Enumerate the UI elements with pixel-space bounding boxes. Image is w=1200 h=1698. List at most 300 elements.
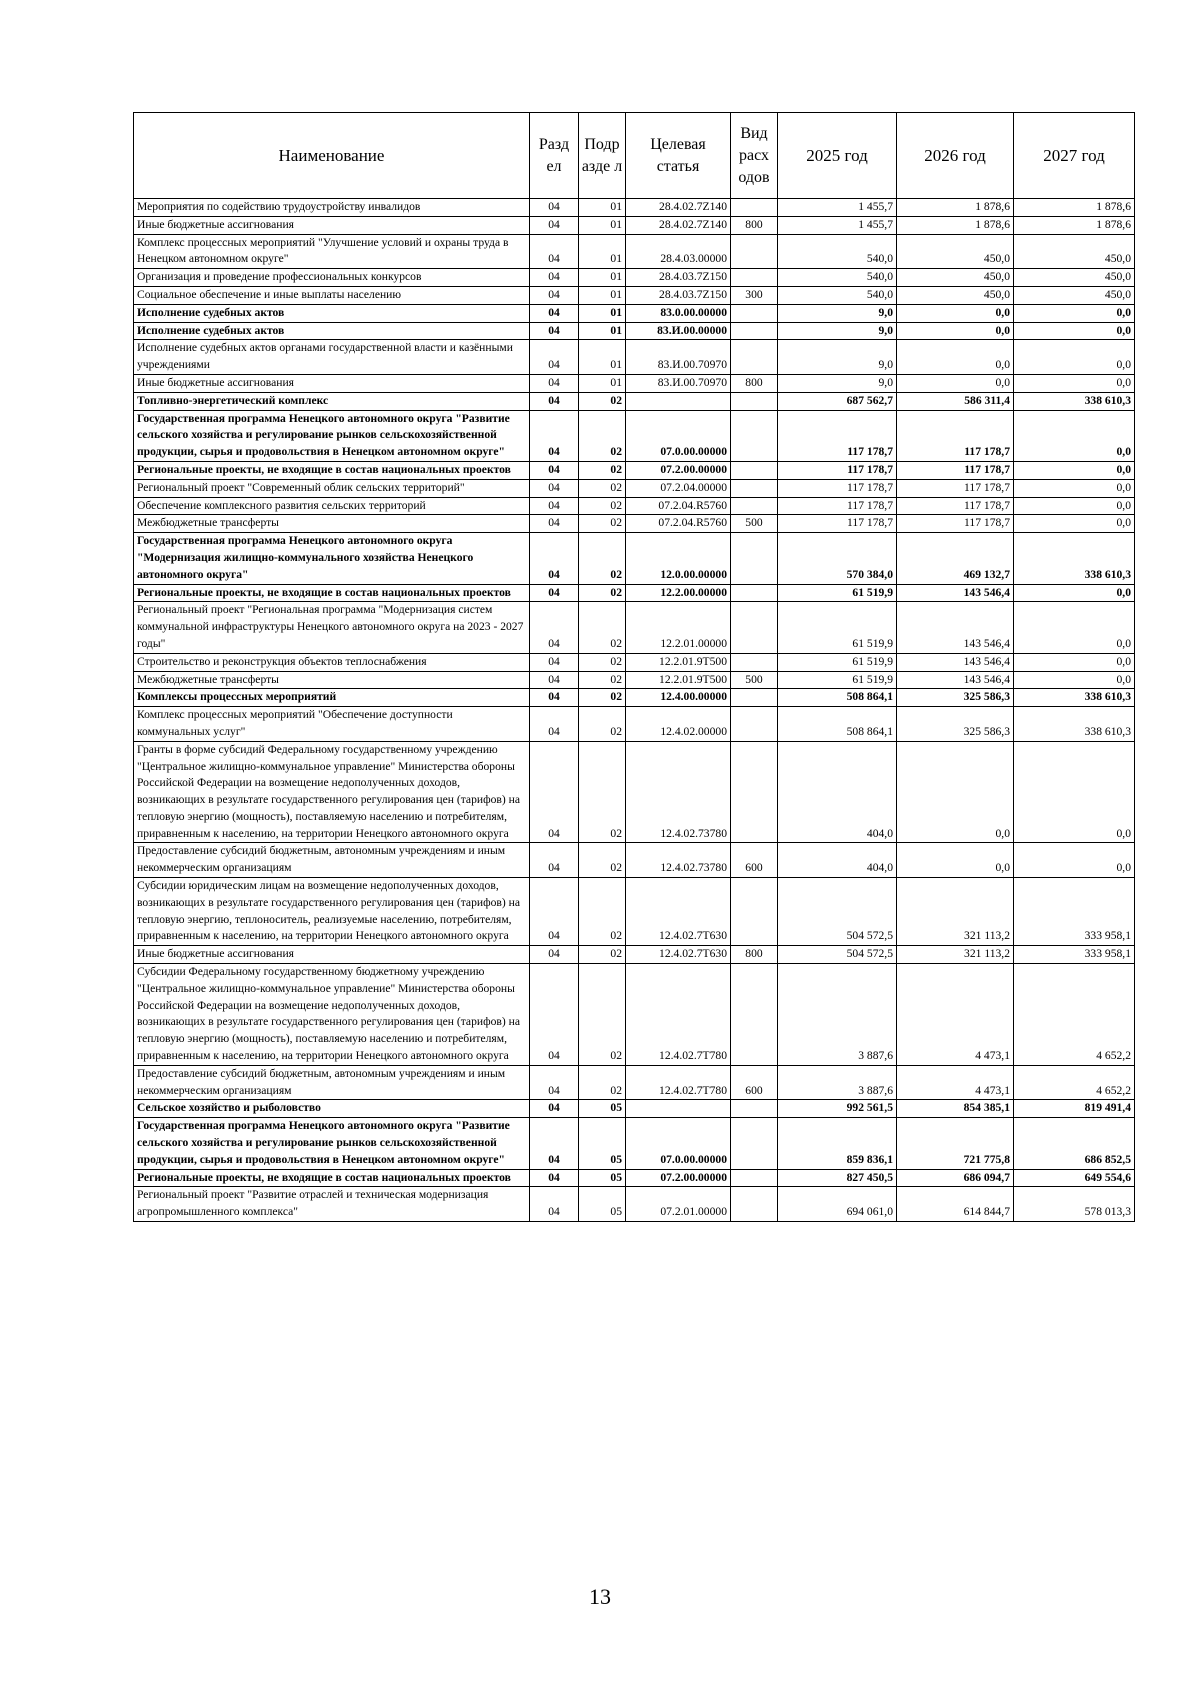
cell-target-article: 07.2.04.R5760 (626, 515, 731, 533)
cell-year-2027: 649 554,6 (1014, 1169, 1135, 1187)
cell-section: 04 (530, 286, 579, 304)
cell-target-article: 12.0.00.00000 (626, 533, 731, 584)
cell-year-2025: 504 572,5 (778, 946, 897, 964)
table-row (134, 584, 1135, 602)
cell-name: Межбюджетные трансферты (134, 671, 530, 689)
cell-name: Обеспечение комплексного развития сельских территорий (134, 497, 530, 515)
cell-subsection: 02 (579, 602, 626, 653)
cell-subsection: 01 (579, 216, 626, 234)
cell-target-article: 07.2.00.00000 (626, 1169, 731, 1187)
cell-year-2027: 0,0 (1014, 843, 1135, 878)
cell-year-2025: 117 178,7 (778, 479, 897, 497)
cell-year-2027: 0,0 (1014, 461, 1135, 479)
cell-year-2027: 0,0 (1014, 340, 1135, 375)
cell-subsection: 02 (579, 410, 626, 461)
cell-year-2026: 321 113,2 (897, 878, 1014, 946)
cell-target-article: 12.2.00.00000 (626, 584, 731, 602)
cell-year-2027: 0,0 (1014, 602, 1135, 653)
cell-year-2025: 117 178,7 (778, 461, 897, 479)
cell-section: 04 (530, 584, 579, 602)
cell-year-2027: 0,0 (1014, 653, 1135, 671)
cell-name: Иные бюджетные ассигнования (134, 216, 530, 234)
cell-section: 04 (530, 216, 579, 234)
cell-subsection: 01 (579, 340, 626, 375)
cell-name: Топливно-энергетический комплекс (134, 392, 530, 410)
cell-name: Региональный проект "Региональная программа "Модернизация систем коммунальной инфраструктуры Ненецкого автономного округа на 2023 - 2027 годы" (134, 602, 530, 653)
cell-target-article: 28.4.02.7Z140 (626, 199, 731, 217)
cell-year-2026: 0,0 (897, 741, 1014, 843)
cell-name: Региональные проекты, не входящие в состав национальных проектов (134, 461, 530, 479)
cell-section: 04 (530, 671, 579, 689)
cell-year-2026: 450,0 (897, 234, 1014, 269)
table-row (134, 304, 1135, 322)
cell-year-2026: 0,0 (897, 340, 1014, 375)
cell-expense-type: 600 (731, 1065, 778, 1100)
cell-year-2026: 117 178,7 (897, 479, 1014, 497)
table-header-row (134, 113, 1135, 199)
table-body (134, 199, 1135, 1222)
cell-name: Социальное обеспечение и иные выплаты населению (134, 286, 530, 304)
cell-year-2026: 686 094,7 (897, 1169, 1014, 1187)
cell-year-2025: 540,0 (778, 286, 897, 304)
cell-year-2025: 61 519,9 (778, 653, 897, 671)
cell-expense-type (731, 392, 778, 410)
cell-name: Государственная программа Ненецкого автономного округа "Развитие сельского хозяйства и регулирование рынков сельскохозяйственной продукции, сырья и продовольствия в Ненецком автономном округе" (134, 410, 530, 461)
cell-section: 04 (530, 1118, 579, 1169)
cell-year-2025: 1 455,7 (778, 199, 897, 217)
cell-section: 04 (530, 340, 579, 375)
cell-subsection: 05 (579, 1187, 626, 1222)
cell-expense-type (731, 410, 778, 461)
cell-expense-type: 500 (731, 671, 778, 689)
cell-year-2025: 61 519,9 (778, 584, 897, 602)
cell-expense-type (731, 653, 778, 671)
table-row (134, 322, 1135, 340)
table-row (134, 1118, 1135, 1169)
cell-year-2026: 0,0 (897, 304, 1014, 322)
cell-section: 04 (530, 410, 579, 461)
cell-subsection: 05 (579, 1169, 626, 1187)
column-header-year-2025: 2025 год (778, 113, 897, 199)
cell-subsection: 01 (579, 322, 626, 340)
cell-year-2027: 686 852,5 (1014, 1118, 1135, 1169)
cell-target-article: 07.2.04.R5760 (626, 497, 731, 515)
cell-target-article: 12.4.02.73780 (626, 843, 731, 878)
cell-target-article: 83.И.00.00000 (626, 322, 731, 340)
cell-subsection: 02 (579, 584, 626, 602)
cell-year-2026: 450,0 (897, 286, 1014, 304)
table-row (134, 602, 1135, 653)
cell-year-2025: 3 887,6 (778, 1065, 897, 1100)
cell-expense-type (731, 497, 778, 515)
cell-year-2025: 9,0 (778, 340, 897, 375)
cell-expense-type: 600 (731, 843, 778, 878)
cell-section: 04 (530, 653, 579, 671)
table-row (134, 479, 1135, 497)
cell-section: 04 (530, 946, 579, 964)
cell-year-2025: 404,0 (778, 843, 897, 878)
cell-subsection: 02 (579, 392, 626, 410)
cell-year-2027: 4 652,2 (1014, 964, 1135, 1066)
cell-subsection: 02 (579, 1065, 626, 1100)
cell-name: Иные бюджетные ассигнования (134, 946, 530, 964)
cell-expense-type: 500 (731, 515, 778, 533)
cell-name: Межбюджетные трансферты (134, 515, 530, 533)
table-row (134, 1187, 1135, 1222)
cell-year-2026: 4 473,1 (897, 1065, 1014, 1100)
cell-year-2027: 1 878,6 (1014, 216, 1135, 234)
column-header-section: Разд ел (530, 113, 579, 199)
cell-year-2026: 4 473,1 (897, 964, 1014, 1066)
cell-expense-type (731, 707, 778, 742)
cell-year-2026: 721 775,8 (897, 1118, 1014, 1169)
cell-subsection: 02 (579, 843, 626, 878)
cell-target-article: 12.2.01.00000 (626, 602, 731, 653)
cell-expense-type: 800 (731, 216, 778, 234)
cell-subsection: 02 (579, 497, 626, 515)
cell-target-article: 28.4.03.7Z150 (626, 269, 731, 287)
cell-name: Государственная программа Ненецкого автономного округа "Модернизация жилищно-коммунального хозяйства Ненецкого автономного округа" (134, 533, 530, 584)
cell-name: Региональный проект "Современный облик сельских территорий" (134, 479, 530, 497)
cell-name: Государственная программа Ненецкого автономного округа "Развитие сельского хозяйства и регулирование рынков сельскохозяйственной продукции, сырья и продовольствия в Ненецком автономном округе" (134, 1118, 530, 1169)
cell-year-2026: 450,0 (897, 269, 1014, 287)
cell-section: 04 (530, 515, 579, 533)
cell-expense-type (731, 1169, 778, 1187)
cell-target-article: 83.0.00.00000 (626, 304, 731, 322)
cell-target-article: 07.0.00.00000 (626, 1118, 731, 1169)
cell-year-2026: 117 178,7 (897, 497, 1014, 515)
budget-table-container (133, 112, 1134, 1222)
cell-year-2026: 143 546,4 (897, 584, 1014, 602)
cell-expense-type (731, 602, 778, 653)
cell-year-2026: 117 178,7 (897, 410, 1014, 461)
cell-year-2025: 404,0 (778, 741, 897, 843)
cell-name: Сельское хозяйство и рыболовство (134, 1100, 530, 1118)
cell-section: 04 (530, 269, 579, 287)
cell-section: 04 (530, 199, 579, 217)
cell-target-article: 07.2.04.00000 (626, 479, 731, 497)
cell-year-2026: 0,0 (897, 374, 1014, 392)
cell-year-2025: 687 562,7 (778, 392, 897, 410)
table-row (134, 269, 1135, 287)
cell-subsection: 02 (579, 461, 626, 479)
cell-year-2025: 9,0 (778, 322, 897, 340)
cell-target-article: 83.И.00.70970 (626, 340, 731, 375)
cell-section: 04 (530, 1065, 579, 1100)
cell-expense-type (731, 689, 778, 707)
cell-year-2027: 0,0 (1014, 741, 1135, 843)
cell-subsection: 02 (579, 964, 626, 1066)
cell-subsection: 01 (579, 234, 626, 269)
column-header-year-2027: 2027 год (1014, 113, 1135, 199)
cell-name: Мероприятия по содействию трудоустройству инвалидов (134, 199, 530, 217)
cell-target-article (626, 392, 731, 410)
cell-section: 04 (530, 461, 579, 479)
cell-target-article: 12.4.02.7Т630 (626, 946, 731, 964)
cell-year-2027: 450,0 (1014, 269, 1135, 287)
cell-target-article: 12.4.02.7Т630 (626, 878, 731, 946)
table-row (134, 671, 1135, 689)
column-header-subsection: Подр азде л (579, 113, 626, 199)
cell-expense-type (731, 269, 778, 287)
cell-year-2025: 1 455,7 (778, 216, 897, 234)
cell-name: Предоставление субсидий бюджетным, автономным учреждениям и иным некоммерческим организациям (134, 1065, 530, 1100)
cell-section: 04 (530, 392, 579, 410)
table-row (134, 392, 1135, 410)
cell-year-2026: 1 878,6 (897, 216, 1014, 234)
cell-year-2027: 450,0 (1014, 234, 1135, 269)
cell-target-article: 07.0.00.00000 (626, 410, 731, 461)
table-row (134, 689, 1135, 707)
cell-year-2027: 0,0 (1014, 410, 1135, 461)
cell-section: 04 (530, 964, 579, 1066)
cell-year-2025: 9,0 (778, 304, 897, 322)
cell-year-2026: 586 311,4 (897, 392, 1014, 410)
cell-expense-type (731, 584, 778, 602)
cell-expense-type (731, 340, 778, 375)
table-row (134, 461, 1135, 479)
cell-year-2026: 854 385,1 (897, 1100, 1014, 1118)
table-row (134, 410, 1135, 461)
cell-subsection: 02 (579, 479, 626, 497)
cell-section: 04 (530, 602, 579, 653)
cell-target-article: 28.4.03.00000 (626, 234, 731, 269)
cell-year-2025: 508 864,1 (778, 707, 897, 742)
cell-year-2026: 325 586,3 (897, 707, 1014, 742)
cell-year-2025: 859 836,1 (778, 1118, 897, 1169)
cell-year-2027: 338 610,3 (1014, 689, 1135, 707)
table-row (134, 707, 1135, 742)
cell-subsection: 05 (579, 1100, 626, 1118)
cell-year-2027: 0,0 (1014, 304, 1135, 322)
cell-target-article: 28.4.02.7Z140 (626, 216, 731, 234)
cell-target-article: 12.4.02.7Т780 (626, 1065, 731, 1100)
cell-section: 04 (530, 374, 579, 392)
cell-name: Субсидии Федеральному государственному бюджетному учреждению "Центральное жилищно-коммунальное управление" Министерства обороны Российской Федерации на возмещение недополученных доходов, возникающих в результате государственного регулирования цен (тарифов) на тепловую энергию (мощность), поставляемую населению и потребителям, приравненным к населению, на территории Ненецкого автономного округа (134, 964, 530, 1066)
cell-section: 04 (530, 304, 579, 322)
cell-year-2027: 0,0 (1014, 374, 1135, 392)
cell-target-article: 07.2.00.00000 (626, 461, 731, 479)
cell-year-2026: 1 878,6 (897, 199, 1014, 217)
cell-year-2027: 0,0 (1014, 584, 1135, 602)
cell-subsection: 02 (579, 741, 626, 843)
cell-expense-type (731, 479, 778, 497)
cell-subsection: 02 (579, 689, 626, 707)
cell-expense-type: 800 (731, 374, 778, 392)
budget-table (133, 112, 1135, 1222)
cell-section: 04 (530, 741, 579, 843)
cell-subsection: 01 (579, 199, 626, 217)
cell-name: Региональные проекты, не входящие в состав национальных проектов (134, 1169, 530, 1187)
cell-target-article: 12.4.02.7Т780 (626, 964, 731, 1066)
cell-name: Исполнение судебных актов (134, 304, 530, 322)
table-row (134, 964, 1135, 1066)
table-row (134, 286, 1135, 304)
cell-target-article (626, 1100, 731, 1118)
cell-year-2025: 117 178,7 (778, 410, 897, 461)
cell-year-2027: 578 013,3 (1014, 1187, 1135, 1222)
table-row (134, 878, 1135, 946)
cell-year-2027: 338 610,3 (1014, 533, 1135, 584)
cell-target-article: 12.4.02.73780 (626, 741, 731, 843)
cell-year-2027: 0,0 (1014, 322, 1135, 340)
table-row (134, 741, 1135, 843)
table-row (134, 1169, 1135, 1187)
cell-year-2026: 0,0 (897, 843, 1014, 878)
cell-name: Предоставление субсидий бюджетным, автономным учреждениям и иным некоммерческим организациям (134, 843, 530, 878)
cell-year-2027: 333 958,1 (1014, 946, 1135, 964)
cell-target-article: 12.4.02.00000 (626, 707, 731, 742)
table-row (134, 199, 1135, 217)
cell-year-2026: 325 586,3 (897, 689, 1014, 707)
cell-year-2026: 321 113,2 (897, 946, 1014, 964)
cell-expense-type (731, 533, 778, 584)
cell-subsection: 02 (579, 533, 626, 584)
table-row (134, 1065, 1135, 1100)
cell-year-2026: 117 178,7 (897, 515, 1014, 533)
cell-year-2026: 469 132,7 (897, 533, 1014, 584)
cell-year-2025: 3 887,6 (778, 964, 897, 1066)
cell-expense-type: 300 (731, 286, 778, 304)
column-header-expense-type: Вид расх одов (731, 113, 778, 199)
column-header-name: Наименование (134, 113, 530, 199)
cell-year-2025: 61 519,9 (778, 602, 897, 653)
cell-subsection: 02 (579, 946, 626, 964)
cell-name: Гранты в форме субсидий Федеральному государственному учреждению "Центральное жилищно-коммунальное управление" Министерства обороны Российской Федерации на возмещение недополученных доходов, возникающих в результате государственного регулирования цен (тарифов) на тепловую энергию (мощность), поставляемую населению и потребителям, приравненным к населению, на территории Ненецкого автономного округа (134, 741, 530, 843)
cell-target-article: 83.И.00.70970 (626, 374, 731, 392)
table-row (134, 340, 1135, 375)
cell-year-2025: 992 561,5 (778, 1100, 897, 1118)
cell-year-2025: 9,0 (778, 374, 897, 392)
table-row (134, 1100, 1135, 1118)
cell-expense-type (731, 1187, 778, 1222)
table-row (134, 533, 1135, 584)
cell-section: 04 (530, 1169, 579, 1187)
cell-year-2027: 4 652,2 (1014, 1065, 1135, 1100)
cell-year-2025: 540,0 (778, 234, 897, 269)
cell-name: Строительство и реконструкция объектов теплоснабжения (134, 653, 530, 671)
cell-year-2027: 0,0 (1014, 497, 1135, 515)
cell-expense-type (731, 234, 778, 269)
cell-subsection: 01 (579, 374, 626, 392)
cell-year-2027: 450,0 (1014, 286, 1135, 304)
cell-year-2027: 333 958,1 (1014, 878, 1135, 946)
cell-expense-type (731, 878, 778, 946)
table-row (134, 843, 1135, 878)
cell-target-article: 12.2.01.9Т500 (626, 653, 731, 671)
table-row (134, 497, 1135, 515)
cell-subsection: 02 (579, 671, 626, 689)
page-number: 13 (589, 1584, 611, 1609)
cell-section: 04 (530, 707, 579, 742)
cell-section: 04 (530, 479, 579, 497)
cell-target-article: 07.2.01.00000 (626, 1187, 731, 1222)
table-row (134, 515, 1135, 533)
cell-section: 04 (530, 1100, 579, 1118)
cell-section: 04 (530, 1187, 579, 1222)
cell-year-2027: 0,0 (1014, 479, 1135, 497)
cell-year-2025: 117 178,7 (778, 497, 897, 515)
cell-year-2025: 117 178,7 (778, 515, 897, 533)
cell-year-2025: 540,0 (778, 269, 897, 287)
cell-expense-type: 800 (731, 946, 778, 964)
cell-year-2027: 0,0 (1014, 515, 1135, 533)
cell-year-2026: 143 546,4 (897, 653, 1014, 671)
cell-expense-type (731, 199, 778, 217)
cell-expense-type (731, 1118, 778, 1169)
cell-target-article: 12.2.01.9Т500 (626, 671, 731, 689)
cell-name: Организация и проведение профессиональных конкурсов (134, 269, 530, 287)
cell-expense-type (731, 304, 778, 322)
table-row (134, 946, 1135, 964)
cell-expense-type (731, 322, 778, 340)
cell-section: 04 (530, 878, 579, 946)
cell-subsection: 05 (579, 1118, 626, 1169)
cell-target-article: 28.4.03.7Z150 (626, 286, 731, 304)
cell-year-2026: 117 178,7 (897, 461, 1014, 479)
table-row (134, 653, 1135, 671)
cell-expense-type (731, 1100, 778, 1118)
cell-year-2025: 504 572,5 (778, 878, 897, 946)
cell-year-2025: 508 864,1 (778, 689, 897, 707)
cell-expense-type (731, 741, 778, 843)
cell-year-2026: 143 546,4 (897, 602, 1014, 653)
cell-name: Комплекс процессных мероприятий "Обеспечение доступности коммунальных услуг" (134, 707, 530, 742)
cell-name: Региональный проект "Развитие отраслей и техническая модернизация агропромышленного комплекса" (134, 1187, 530, 1222)
cell-expense-type (731, 461, 778, 479)
cell-year-2025: 827 450,5 (778, 1169, 897, 1187)
column-header-year-2026: 2026 год (897, 113, 1014, 199)
cell-subsection: 02 (579, 878, 626, 946)
cell-name: Субсидии юридическим лицам на возмещение недополученных доходов, возникающих в результате государственного регулирования цен (тарифов) на тепловую энергию, теплоноситель, реализуемые населению, потребителям, приравненным к населению, на территории Ненецкого автономного округа (134, 878, 530, 946)
cell-subsection: 01 (579, 286, 626, 304)
cell-subsection: 01 (579, 269, 626, 287)
cell-year-2027: 0,0 (1014, 671, 1135, 689)
cell-name: Комплексы процессных мероприятий (134, 689, 530, 707)
cell-year-2027: 338 610,3 (1014, 392, 1135, 410)
cell-expense-type (731, 964, 778, 1066)
column-header-target-article: Целевая статья (626, 113, 731, 199)
cell-section: 04 (530, 234, 579, 269)
cell-section: 04 (530, 533, 579, 584)
cell-name: Исполнение судебных актов (134, 322, 530, 340)
cell-year-2026: 614 844,7 (897, 1187, 1014, 1222)
cell-subsection: 02 (579, 653, 626, 671)
cell-section: 04 (530, 497, 579, 515)
cell-year-2026: 143 546,4 (897, 671, 1014, 689)
cell-year-2027: 819 491,4 (1014, 1100, 1135, 1118)
table-row (134, 374, 1135, 392)
cell-subsection: 02 (579, 707, 626, 742)
cell-year-2025: 694 061,0 (778, 1187, 897, 1222)
cell-name: Комплекс процессных мероприятий "Улучшение условий и охраны труда в Ненецком автономном округе" (134, 234, 530, 269)
cell-year-2027: 1 878,6 (1014, 199, 1135, 217)
cell-name: Иные бюджетные ассигнования (134, 374, 530, 392)
cell-section: 04 (530, 322, 579, 340)
table-row (134, 234, 1135, 269)
cell-year-2026: 0,0 (897, 322, 1014, 340)
cell-year-2025: 570 384,0 (778, 533, 897, 584)
cell-subsection: 01 (579, 304, 626, 322)
cell-year-2027: 338 610,3 (1014, 707, 1135, 742)
cell-name: Исполнение судебных актов органами государственной власти и казёнными учреждениями (134, 340, 530, 375)
cell-year-2025: 61 519,9 (778, 671, 897, 689)
cell-subsection: 02 (579, 515, 626, 533)
cell-target-article: 12.4.00.00000 (626, 689, 731, 707)
table-row (134, 216, 1135, 234)
cell-section: 04 (530, 843, 579, 878)
cell-name: Региональные проекты, не входящие в состав национальных проектов (134, 584, 530, 602)
